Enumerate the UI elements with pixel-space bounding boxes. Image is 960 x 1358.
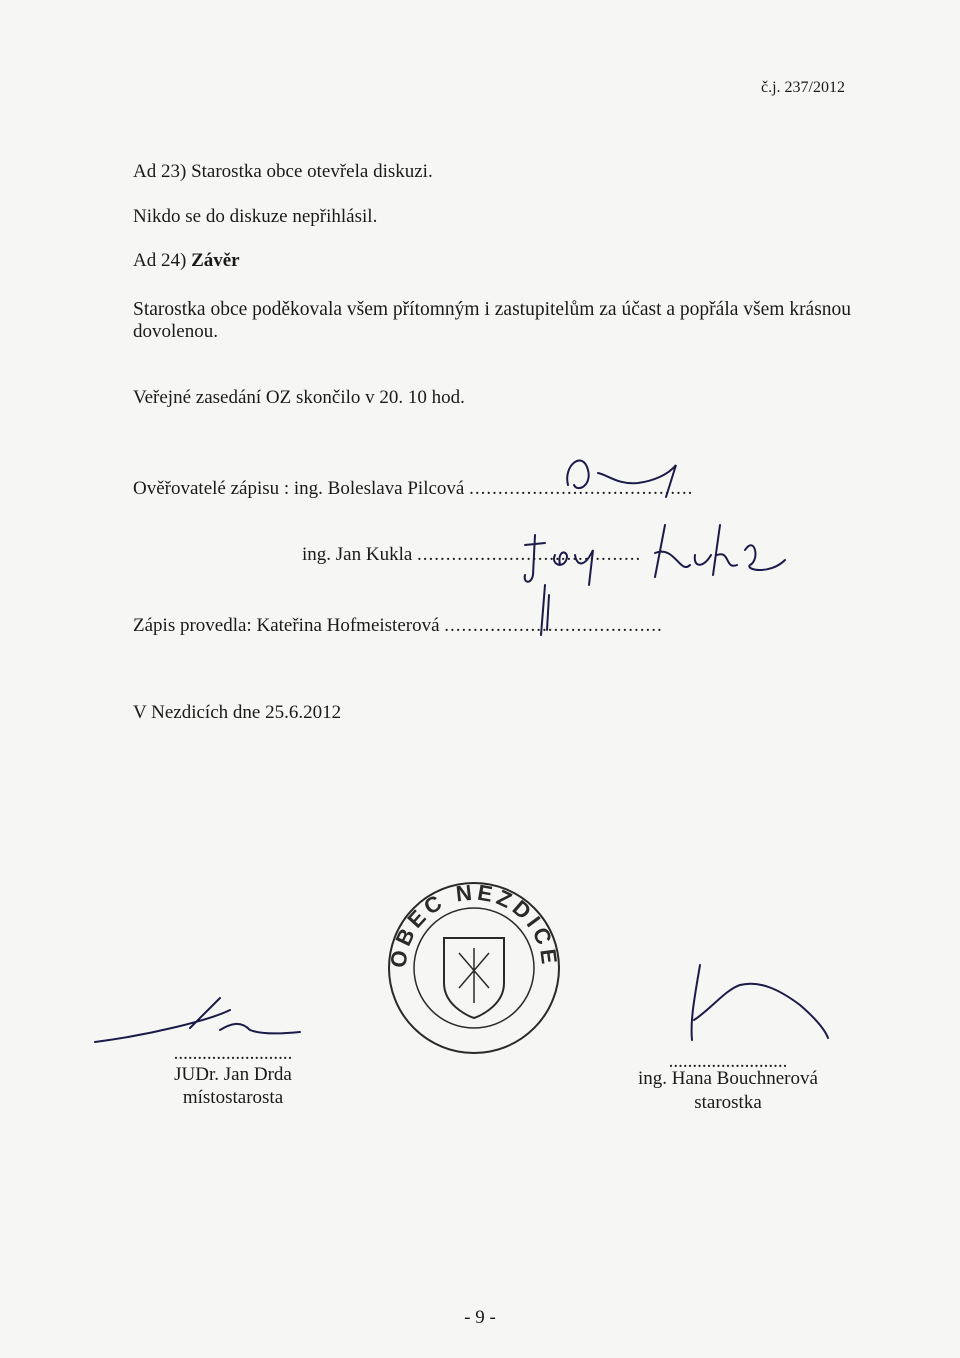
page-number: - 9 - [464,1307,496,1328]
reference-number: č.j. 237/2012 [761,79,845,96]
item-24-heading: Závěr [191,250,240,271]
deputy-mayor-dots: ......................... [173,1043,293,1064]
recorder-name: Kateřina Hofmeisterová [256,615,440,636]
mayor-role: starostka [694,1092,762,1113]
verifier-1-dots: ....................................... [469,478,694,499]
stamp-text: OBEC NEZDICE [385,879,563,970]
item-24 [133,249,240,273]
session-end: Veřejné zasedání OZ skončilo v 20. 10 hod. [133,387,465,408]
item-24-label: Ad 24) [133,250,187,271]
recorder-label: Zápis provedla: [133,615,252,636]
signature-verifier-1 [548,445,688,505]
mayor-dots: ......................... [668,1051,788,1072]
place-date: V Nezdicích dne 25.6.2012 [133,702,342,723]
item-23 [133,160,433,184]
verifier-2-name: ing. Jan Kukla [302,544,413,565]
recorder-dots: ...................................... [444,615,663,636]
deputy-mayor-name: JUDr. Jan Drda [174,1064,292,1085]
closing-text-line1: Starostka obce poděkovala všem přítomným i zastupitelům za účast a popřála všem krásnou [133,299,852,320]
closing-text-line2: dovolenou. [133,321,218,342]
deputy-mayor-role: místostarosta [182,1087,284,1108]
signature-deputy-mayor [90,990,310,1050]
mayor-name: ing. Hana Bouchnerová [638,1068,818,1089]
item-23-note: Nikdo se do diskuze nepřihlásil. [133,206,378,227]
verifier-1-name: ing. Boleslava Pilcová [293,478,465,499]
signature-mayor [670,950,850,1050]
verifiers-label: Ověřovatelé zápisu : [133,478,290,499]
municipal-stamp [384,878,564,1058]
signature-verifier-2 [505,505,795,645]
verifier-2-dots: ....................................... [417,544,642,565]
item-23-text: Starostka obce otevřela diskuzi. [191,161,433,182]
item-23-label: Ad 23) [133,161,187,182]
